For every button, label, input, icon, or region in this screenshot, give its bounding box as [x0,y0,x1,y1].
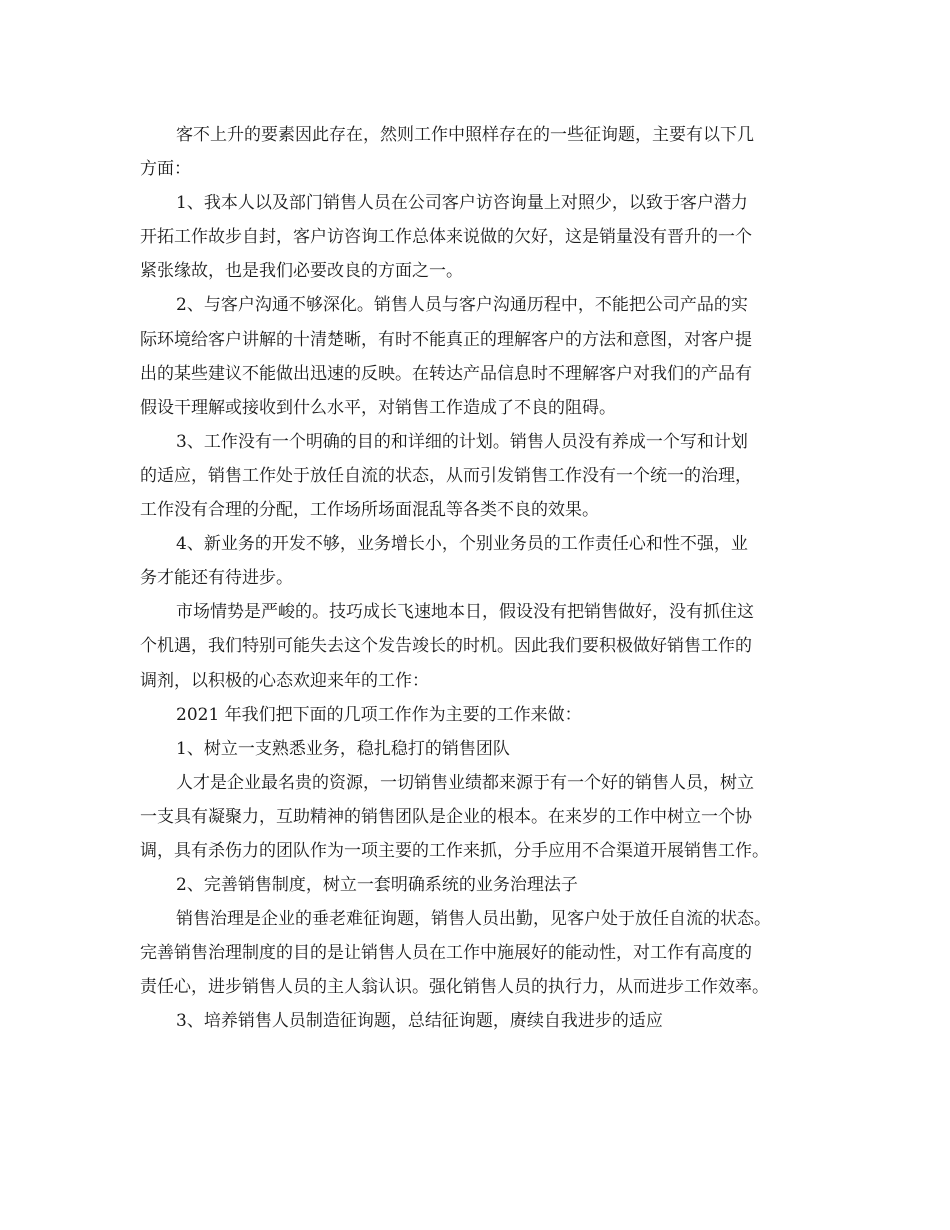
text-line: 3、培养销售人员制造征询题，总结征询题，赓续自我进步的适应 [176,1011,663,1032]
text-line: 调剂，以积极的心态欢迎来年的工作： [140,670,429,691]
text-line: 个机遇，我们特别可能失去这个发告竣长的时机。因此我们要积极做好销售工作的 [140,636,752,657]
text-line: 开拓工作故步自封，客户访咨询工作总体来说做的欠好，这是销量没有晋升的一个 [140,227,752,248]
text-line: 4、新业务的开发不够，业务增长小，个别业务员的工作责任心和性不强，业 [176,534,748,555]
text-line: 方面： [140,159,191,180]
text-line: 2、与客户沟通不够深化。销售人员与客户沟通历程中，不能把公司产品的实 [176,295,748,316]
text-line: 的适应，销售工作处于放任自流的状态，从而引发销售工作没有一个统一的治理， [140,465,752,486]
text-line: 客不上升的要素因此存在，然则工作中照样存在的一些征询题，主要有以下几 [176,125,754,145]
text-line: 假设干理解或接收到什么水平，对销售工作造成了不良的阻碍。 [140,397,616,418]
text-line: 际环境给客户讲解的十清楚晰，有时不能真正的理解客户的方法和意图，对客户提 [140,329,752,350]
text-line: 调，具有杀伤力的团队作为一项主要的工作来抓，分手应用不合渠道开展销售工作。 [140,840,769,861]
text-line: 一支具有凝聚力，互助精神的销售团队是企业的根本。在来岁的工作中树立一个协 [140,806,752,827]
text-line: 1、树立一支熟悉业务，稳扎稳打的销售团队 [176,738,510,759]
text-line: 2021 年我们把下面的几项工作作为主要的工作来做： [176,704,582,725]
text-line: 1、我本人以及部门销售人员在公司客户访咨询量上对照少，以致于客户潜力 [176,193,748,214]
text-line: 2、完善销售制度，树立一套明确系统的业务治理法子 [176,875,578,896]
body-text [140,118,830,1039]
text-line: 市场情势是严峻的。技巧成长飞速地本日，假设没有把销售做好，没有抓住这 [176,602,754,623]
text-line: 工作没有合理的分配，工作场所场面混乱等各类不良的效果。 [140,500,599,521]
text-line: 务才能还有待进步。 [140,568,293,589]
text-line: 3、工作没有一个明确的目的和详细的计划。销售人员没有养成一个写和计划 [176,431,748,452]
text-line: 紧张缘故，也是我们必要改良的方面之一。 [140,261,463,282]
text-line: 人才是企业最名贵的资源，一切销售业绩都来源于有一个好的销售人员，树立 [176,772,754,793]
text-line: 出的某些建议不能做出迅速的反映。在转达产品信息时不理解客户对我们的产品有 [140,363,752,384]
text-line: 责任心，进步销售人员的主人翁认识。强化销售人员的执行力，从而进步工作效率。 [140,977,769,998]
text-line: 完善销售治理制度的目的是让销售人员在工作中施展好的能动性，对工作有高度的 [140,943,752,964]
text-line: 销售治理是企业的垂老难征询题，销售人员出勤，见客户处于放任自流的状态。 [176,909,771,930]
